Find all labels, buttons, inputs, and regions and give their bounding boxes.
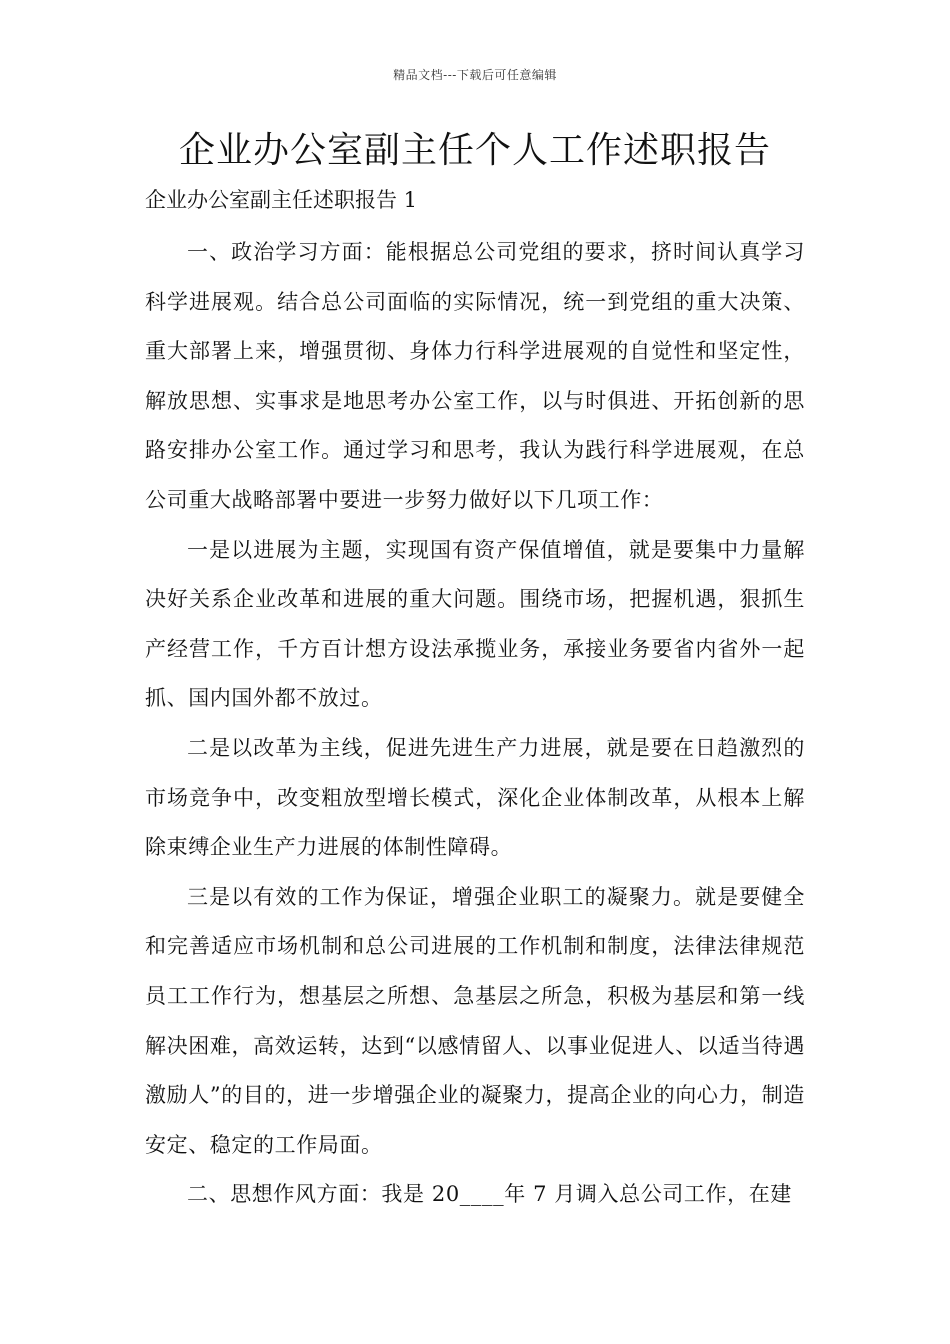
document-subtitle: 企业办公室副主任述职报告 1	[145, 188, 418, 212]
header-note: 精品文档---下载后可任意编辑	[393, 68, 557, 82]
document-body	[145, 228, 805, 1220]
paragraph: 二、思想作风方面：我是 20____年 7 月调入总公司工作，在建	[187, 1182, 792, 1207]
paragraph: 二是以改革为主线，促进先进生产力进展，就是要在日趋激烈的市场竞争中，改变粗放型增长模式，深化企业体制改革，从根本上解除束缚企业生产力进展的体制性障碍。	[145, 735, 805, 860]
paragraph: 一、政治学习方面：能根据总公司党组的要求，挤时间认真学习科学进展观。结合总公司面临的实际情况，统一到党组的重大决策、重大部署上来，增强贯彻、身体力行科学进展观的自觉性和坚定性，解放思想、实事求是地思考办公室工作，以与时俱进、开拓创新的思路安排办公室工作。通过学习和思考，我认为践行科学进展观，在总公司重大战略部署中要进一步努力做好以下几项工作：	[145, 240, 805, 512]
paragraph: 三是以有效的工作为保证，增强企业职工的凝聚力。就是要健全和完善适应市场机制和总公司进展的工作机制和制度，法律法律规范员工工作行为，想基层之所想、急基层之所急，积极为基层和第一线解决困难，高效运转，达到“以感情留人、以事业促进人、以适当待遇激励人”的目的，进一步增强企业的凝聚力，提高企业的向心力，制造安定、稳定的工作局面。	[145, 884, 805, 1157]
document-title: 企业办公室副主任个人工作述职报告	[178, 130, 771, 171]
paragraph: 一是以进展为主题，实现国有资产保值增值，就是要集中力量解决好关系企业改革和进展的重大问题。围绕市场，把握机遇，狠抓生产经营工作，千方百计想方设法承揽业务，承接业务要省内省外一起抓、国内国外都不放过。	[145, 537, 805, 711]
